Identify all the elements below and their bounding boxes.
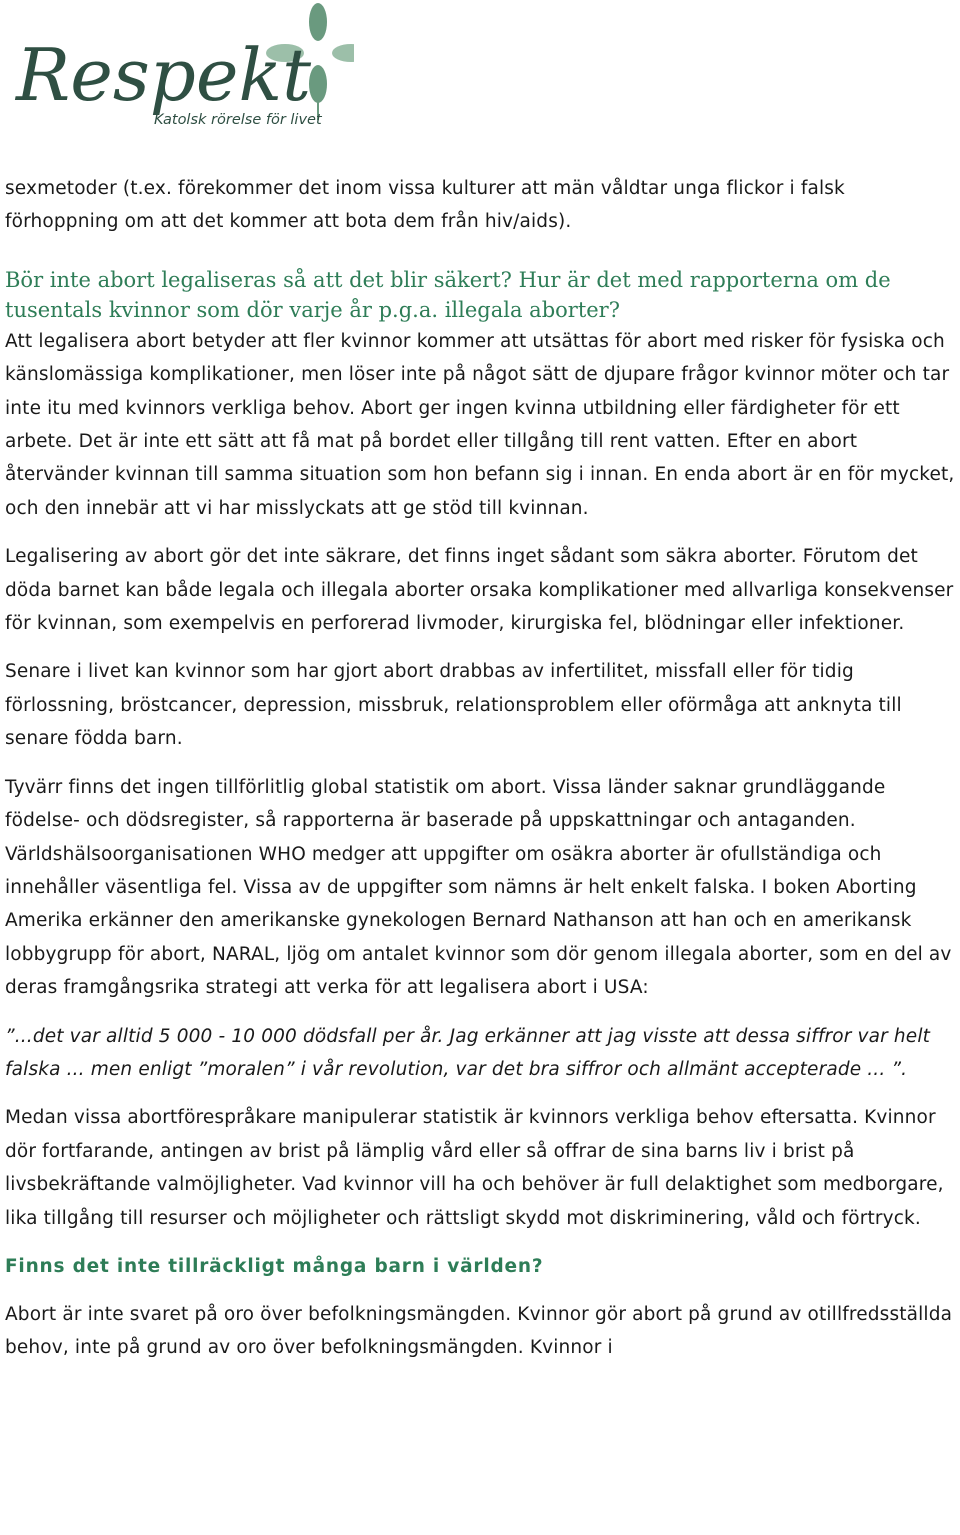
article-body	[5, 172, 957, 1365]
question-heading-line-2: tusentals kvinnor som dör varje år p.g.a. illegala aborter?	[5, 297, 620, 322]
paragraph-2: Legalisering av abort gör det inte säkrare, det finns inget sådant som säkra aborter. Förutom det döda barnet kan både legala och illegala aborter orsaka komplikationer med allvarliga konsekvenser för kvinnan, som exempelvis en perforerad livmoder, kirurgiska fel, blödningar eller infektioner.	[5, 546, 954, 635]
logo-wordmark: Respekt	[16, 33, 312, 117]
question-heading-line-1: Bör inte abort legaliseras så att det blir säkert? Hur är det med rapporterna om de	[5, 267, 891, 292]
nathanson-quote: ”...det var alltid 5 000 - 10 000 dödsfall per år. Jag erkänner att jag visste att dessa siffror var helt falska ... men enligt ”moralen” i vår revolution, var det bra siffror och allmänt accepterade ... ”.	[5, 1025, 931, 1080]
respekt-logo-graphic	[14, 0, 354, 135]
section-heading: Finns det inte tillräckligt många barn i världen?	[5, 1255, 544, 1277]
paragraph-5: Medan vissa abortförespråkare manipulerar statistik är kvinnors verkliga behov eftersatta. Kvinnor dör fortfarande, antingen av brist på lämplig vård eller så offrar de sina barns liv i brist på livsbekräftande valmöjligheter. Vad kvinnor vill ha och behöver är full delaktighet som medborgare, lika tillgång till resurser och möjligheter och rättsligt skydd mot diskriminering, våld och förtryck.	[5, 1107, 944, 1229]
logo-tagline: Katolsk rörelse för livet	[154, 112, 322, 128]
paragraph-6: Abort är inte svaret på oro över befolkningsmängden. Kvinnor gör abort på grund av otillfredsställda behov, inte på grund av oro över befolkningsmängden. Kvinnor i	[5, 1303, 953, 1359]
question-heading	[5, 265, 957, 325]
paragraph-intro: sexmetoder (t.ex. förekommer det inom vissa kulturer att män våldtar unga flickor i falsk förhoppning om att det kommer att bota dem från hiv/aids).	[5, 178, 845, 233]
paragraph-4: Tyvärr finns det ingen tillförlitlig global statistik om abort. Vissa länder saknar grundläggande födelse- och dödsregister, så rapporterna är baserade på uppskattningar och antaganden. Världshälsoorganisationen WHO medger att uppgifter om osäkra aborter är ofullständiga och innehåller väsentliga fel. Vissa av de uppgifter som nämns är helt enkelt falska. I boken Aborting Amerika erkänner den amerikanske gynekologen Bernard Nathanson att han och en amerikansk lobbygrupp för abort, NARAL, ljög om antalet kvinnor som dör genom illegala aborter, som en del av deras framgångsrika strategi att verka för att legalisera abort i USA:	[5, 776, 952, 999]
paragraph-1: Att legalisera abort betyder att fler kvinnor kommer att utsättas för abort med risker för fysiska och känslomässiga komplikationer, men löser inte på något sätt de djupare frågor kvinnor möter och tar inte itu med kvinnors verkliga behov. Abort ger ingen kvinna utbildning eller färdigheter för ett arbete. Det är inte ett sätt att få mat på bordet eller tillgång till rent vatten. Efter en abort återvänder kvinnan till samma situation som hon befann sig i innan. En enda abort är en för mycket, och den innebär att vi har misslyckats att ge stöd till kvinnan.	[5, 330, 955, 519]
paragraph-3: Senare i livet kan kvinnor som har gjort abort drabbas av infertilitet, missfall eller för tidig förlossning, bröstcancer, depression, missbruk, relationsproblem eller oförmåga att anknyta till senare födda barn.	[5, 661, 902, 750]
respekt-logo[interactable]	[14, 0, 354, 135]
